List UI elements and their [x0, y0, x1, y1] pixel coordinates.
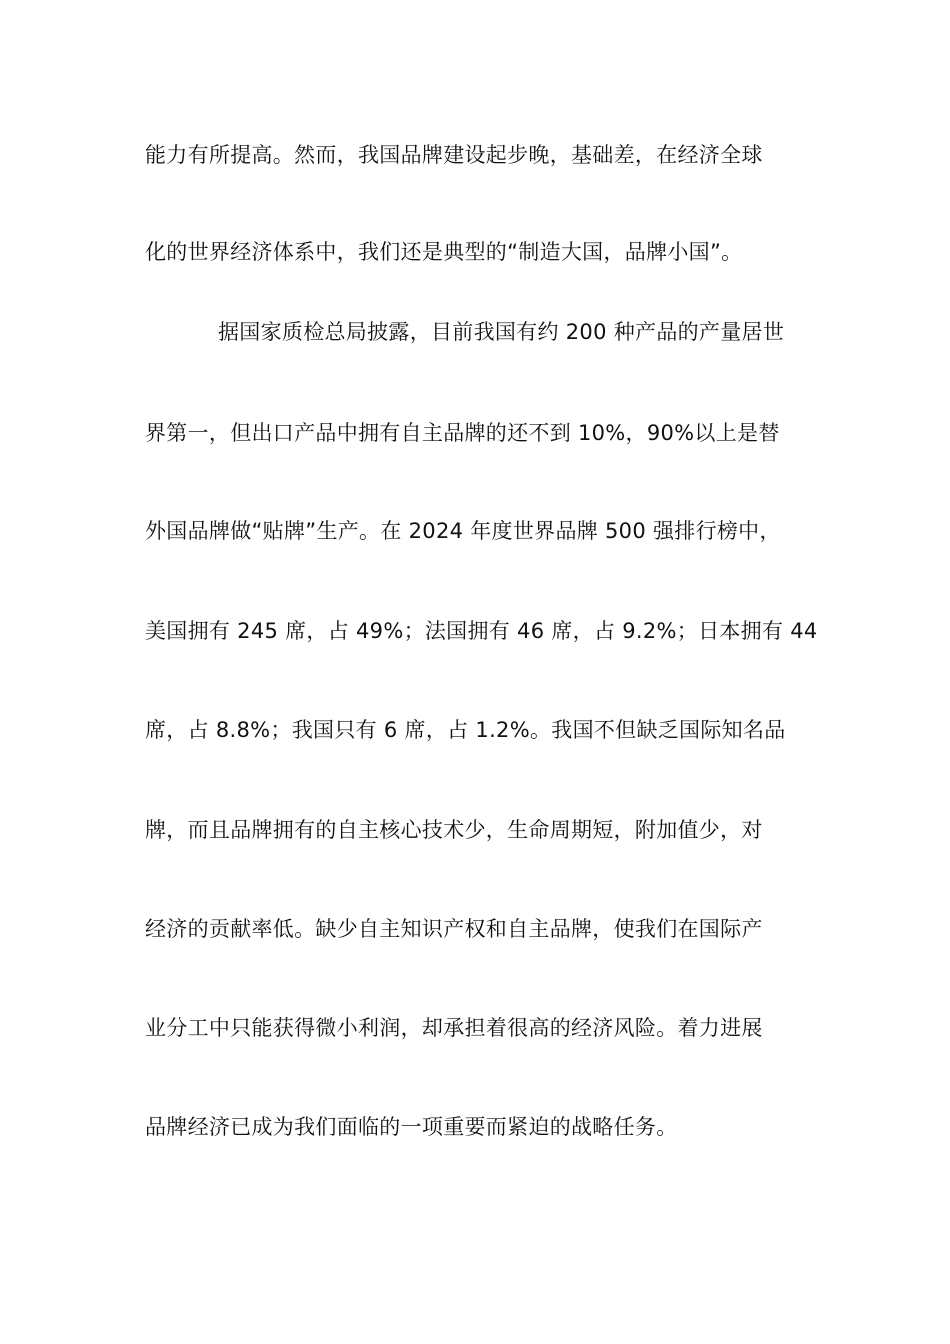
paragraph-2-line-2: 界第一，但出口产品中拥有自主品牌的还不到 10%，90%以上是替	[145, 421, 780, 445]
paragraph-2-line-8: 业分工中只能获得微小利润，却承担着很高的经济风险。着力进展	[145, 1016, 763, 1040]
paragraph-2-line-3: 外国品牌做“贴牌”生产。在 2024 年度世界品牌 500 强排行榜中，	[145, 519, 781, 543]
paragraph-2-line-6: 牌，而且品牌拥有的自主核心技术少，生命周期短，附加值少，对	[145, 818, 763, 842]
paragraph-2-line-7: 经济的贡献率低。缺少自主知识产权和自主品牌，使我们在国际产	[145, 917, 763, 941]
paragraph-2-line-5: 席，占 8.8%；我国只有 6 席，占 1.2%。我国不但缺乏国际知名品	[145, 718, 786, 742]
paragraph-2-line-1: 据国家质检总局披露，目前我国有约 200 种产品的产量居世	[218, 320, 785, 344]
paragraph-2-line-9: 品牌经济已成为我们面临的一项重要而紧迫的战略任务。	[145, 1115, 678, 1139]
paragraph-2-line-4: 美国拥有 245 席，占 49%；法国拥有 46 席，占 9.2%；日本拥有 44	[145, 619, 818, 643]
paragraph-1-line-1: 能力有所提高。然而，我国品牌建设起步晚，基础差，在经济全球	[145, 143, 763, 167]
paragraph-1-line-2: 化的世界经济体系中，我们还是典型的“制造大国，品牌小国”。	[145, 240, 743, 264]
